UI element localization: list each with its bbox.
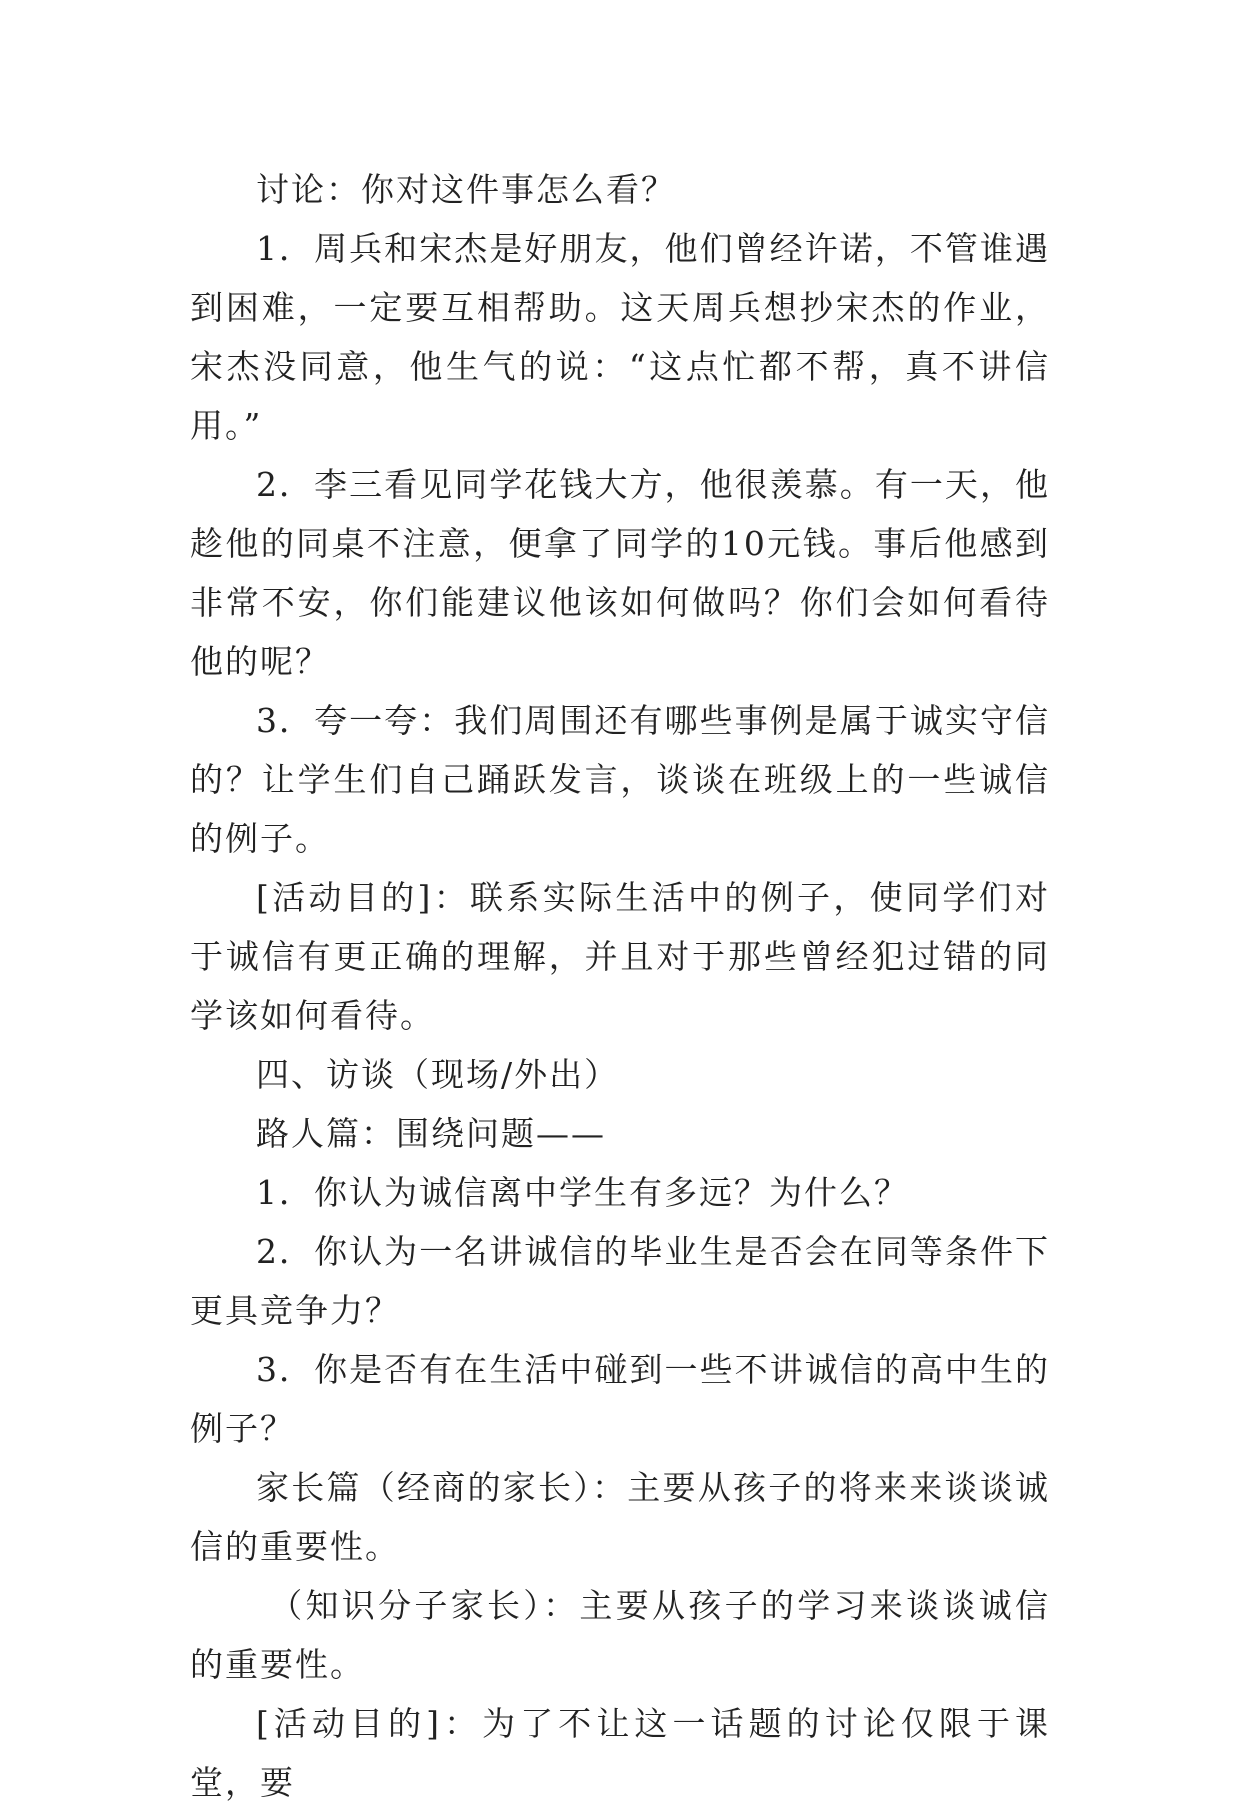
- paragraph-case-3: 3．夸一夸：我们周围还有哪些事例是属于诚实守信的？让学生们自己踊跃发言，谈谈在班级上的一些诚信的例子。: [190, 701, 1050, 858]
- paragraph-parents-business: 家长篇（经商的家长）：主要从孩子的将来来谈谈诚信的重要性。: [190, 1468, 1050, 1566]
- document-body: [190, 160, 1050, 1812]
- paragraph-passerby-intro: 路人篇：围绕问题——: [256, 1114, 606, 1153]
- paragraph-question-1: 1．你认为诚信离中学生有多远？为什么？: [256, 1173, 909, 1212]
- paragraph-case-2: 2．李三看见同学花钱大方，他很羡慕。有一天，他趁他的同桌不注意，便拿了同学的10元钱。事后他感到非常不安，你们能建议他该如何做吗？你们会如何看待他的呢？: [190, 465, 1050, 681]
- paragraph-activity-goal-2: [活动目的]：为了不让这一话题的讨论仅限于课堂，要: [190, 1704, 1050, 1802]
- paragraph-discussion-prompt: 讨论：你对这件事怎么看？: [256, 170, 676, 209]
- paragraph-question-3: 3．你是否有在生活中碰到一些不讲诚信的高中生的例子？: [190, 1350, 1050, 1448]
- paragraph-activity-goal-1: [活动目的]：联系实际生活中的例子，使同学们对于诚信有更正确的理解，并且对于那些曾经犯过错的同学该如何看待。: [190, 878, 1050, 1035]
- paragraph-section-heading-interview: 四、访谈（现场/外出）: [256, 1055, 620, 1094]
- paragraph-case-1: 1．周兵和宋杰是好朋友，他们曾经许诺，不管谁遇到困难，一定要互相帮助。这天周兵想抄宋杰的作业，宋杰没同意，他生气的说：“这点忙都不帮，真不讲信用。”: [190, 229, 1050, 445]
- paragraph-parents-intellectual: （知识分子家长）：主要从孩子的学习来谈谈诚信的重要性。: [190, 1586, 1050, 1684]
- paragraph-question-2: 2．你认为一名讲诚信的毕业生是否会在同等条件下更具竞争力？: [190, 1232, 1050, 1330]
